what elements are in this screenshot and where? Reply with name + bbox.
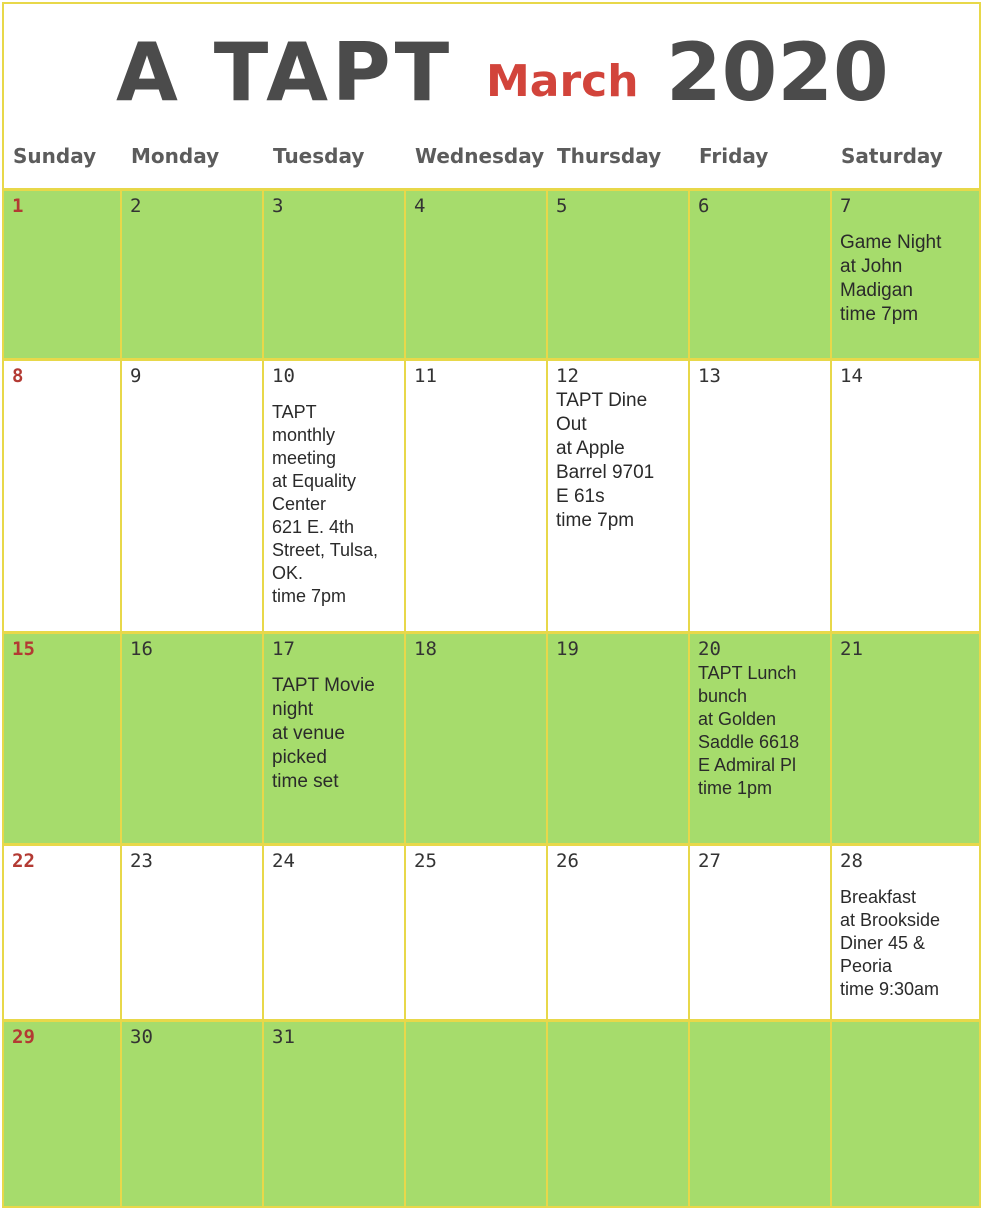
event-text: TAPT Movie night at venue picked time set [272,675,375,792]
day-cell [832,631,979,843]
day-number: 6 [698,195,710,217]
day-cell [406,631,548,843]
empty-cell [406,1019,548,1206]
event-text: TAPT Dine Out at Apple Barrel 9701 E 61s time 7pm [556,390,655,531]
day-number: 31 [272,1026,295,1048]
day-number: 23 [130,850,153,872]
day-cell [264,1019,406,1206]
day-number: 26 [556,850,579,872]
title-year: 2020 [666,26,889,119]
day-number: 18 [414,638,437,660]
empty-cell [548,1019,690,1206]
day-cell [264,188,406,358]
title-month: March [486,56,639,107]
event-text: Game Night at John Madigan time 7pm [840,232,942,325]
day-number: 12 [556,365,579,387]
day-cell [548,843,690,1019]
day-number: 25 [414,850,437,872]
day-number: 13 [698,365,721,387]
day-number: 17 [272,638,295,660]
day-cell [122,631,264,843]
calendar-page [2,2,981,1208]
event-text: TAPT monthly meeting at Equality Center 621 E. 4th Street, Tulsa, OK. time 7pm [272,402,379,606]
calendar-grid [4,188,979,1206]
day-cell [406,843,548,1019]
day-number: 3 [272,195,284,217]
day-cell [690,358,832,631]
day-cell [4,631,122,843]
day-cell [832,843,979,1019]
day-number: 21 [840,638,863,660]
title-main: A TAPT [116,26,454,119]
day-number: 30 [130,1026,153,1048]
day-cell [264,358,406,631]
day-number: 14 [840,365,863,387]
empty-cell [832,1019,979,1206]
day-number: 5 [556,195,568,217]
day-number: 10 [272,365,295,387]
weekday-tuesday: Tuesday [273,144,365,168]
day-cell [832,358,979,631]
day-cell [690,188,832,358]
event-text: TAPT Lunch bunch at Golden Saddle 6618 E Admiral Pl time 1pm [698,663,800,798]
day-number: 16 [130,638,153,660]
day-number: 29 [12,1026,35,1048]
day-cell [406,358,548,631]
day-cell [832,188,979,358]
day-number: 22 [12,850,35,872]
day-number: 24 [272,850,295,872]
weekday-monday: Monday [131,144,220,168]
day-number: 19 [556,638,579,660]
day-number: 4 [414,195,426,217]
day-cell [690,843,832,1019]
day-cell [4,358,122,631]
event-text: Breakfast at Brookside Diner 45 & Peoria time 9:30am [840,887,941,999]
weekday-wednesday: Wednesday [415,144,545,168]
day-number: 28 [840,850,863,872]
weekday-header [4,132,979,188]
empty-cell [690,1019,832,1206]
day-number: 9 [130,365,142,387]
day-number: 7 [840,195,852,217]
weekday-friday: Friday [699,144,769,168]
day-number: 20 [698,638,721,660]
day-number: 27 [698,850,721,872]
day-number: 15 [12,638,35,660]
day-cell [122,358,264,631]
day-cell [122,1019,264,1206]
weekday-saturday: Saturday [841,144,943,168]
day-cell [548,358,690,631]
day-number: 8 [12,365,24,387]
day-cell [406,188,548,358]
day-cell [122,843,264,1019]
day-number: 11 [414,365,437,387]
day-cell [4,843,122,1019]
calendar-title [4,4,979,132]
weekday-thursday: Thursday [557,144,662,168]
day-cell [264,843,406,1019]
day-cell [122,188,264,358]
day-cell [548,631,690,843]
weekday-sunday: Sunday [13,144,97,168]
day-cell [548,188,690,358]
day-cell [4,188,122,358]
day-number: 2 [130,195,142,217]
day-cell [4,1019,122,1206]
day-number: 1 [12,195,24,217]
day-cell [690,631,832,843]
day-cell [264,631,406,843]
